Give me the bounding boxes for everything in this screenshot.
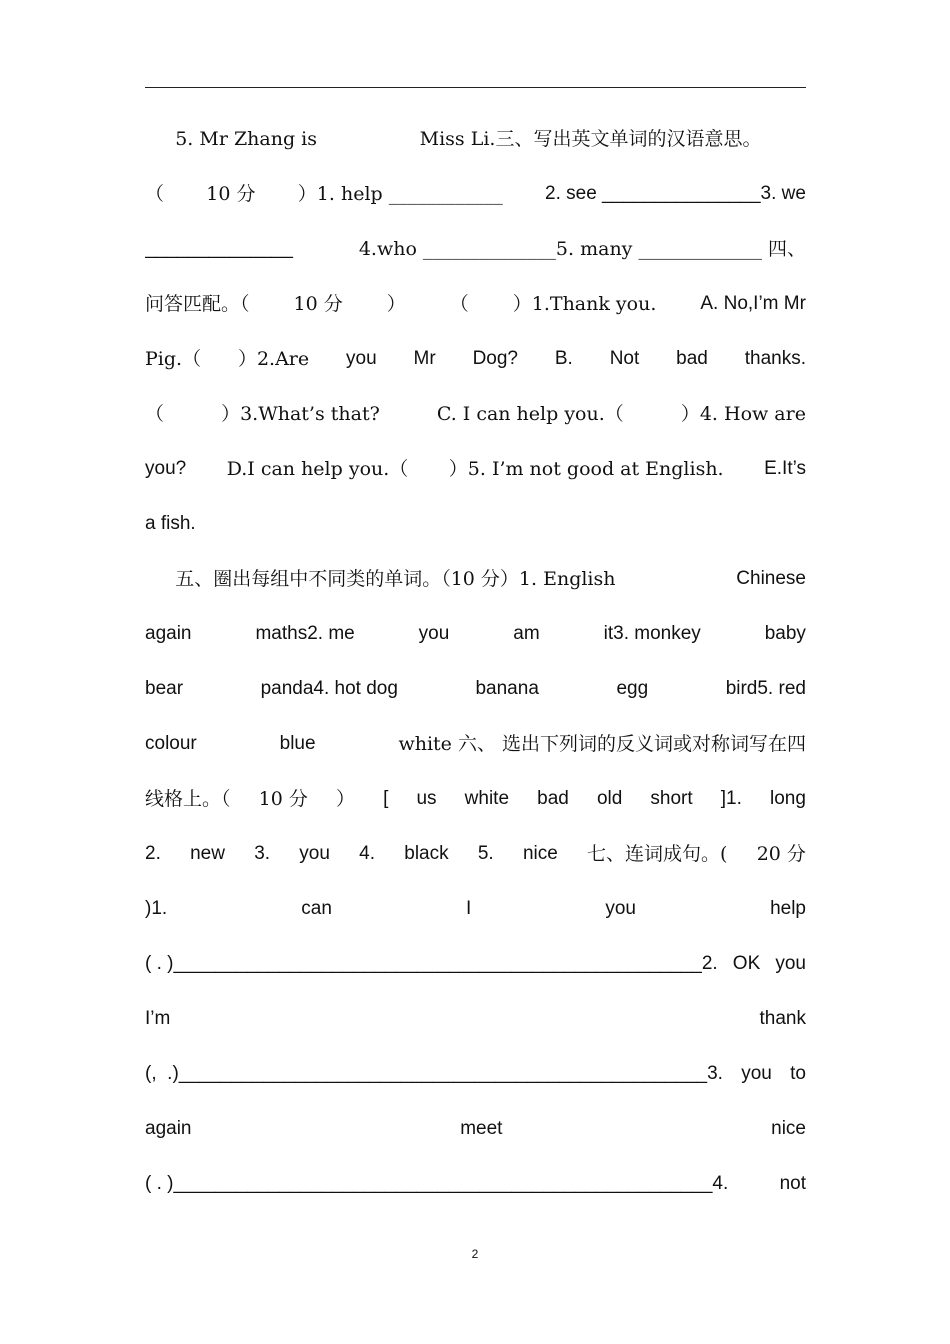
text-segment: maths2. me: [255, 623, 355, 644]
text-segment: ）1.Thank you.: [512, 293, 657, 315]
text-segment: )1.: [145, 898, 168, 919]
text-segment: you?: [145, 458, 187, 479]
text-line: [145, 1114, 806, 1144]
text-segment: 5.: [477, 843, 494, 864]
text-segment: B.: [554, 348, 573, 369]
text-segment: egg: [616, 678, 649, 699]
text-segment: E.It’s: [764, 458, 806, 479]
text-segment: you: [418, 623, 450, 644]
text-segment: 4.: [359, 843, 376, 864]
text-segment: 10 分: [258, 788, 308, 810]
text-segment: white 六、 选出下列词的反义词或对称词写在四: [398, 733, 806, 755]
text-segment: A. No,I’m Mr: [700, 293, 806, 314]
text-segment: you: [775, 953, 806, 974]
text-segment: D.I can help you.（: [226, 458, 409, 480]
text-segment: 五、圈出每组中不同类的单词。（10 分）1. English: [145, 568, 616, 590]
text-segment: I’m: [145, 1008, 171, 1029]
text-line: [145, 509, 806, 539]
text-segment: Mr: [413, 348, 436, 369]
text-line: [145, 949, 806, 979]
text-line: [145, 289, 806, 319]
text-segment: short: [650, 788, 693, 809]
text-segment: OK: [732, 953, 761, 974]
text-line: [145, 839, 806, 869]
text-segment: (, .)__________________________________________________3.: [145, 1063, 723, 1084]
text-segment: C. I can help you.（: [436, 403, 624, 425]
text-segment: old: [596, 788, 623, 809]
text-segment: ]1.: [720, 788, 742, 809]
text-line: [145, 619, 806, 649]
text-segment: （: [145, 403, 165, 425]
text-segment: 2. see _______________3. we: [545, 183, 806, 204]
text-segment: you: [605, 898, 636, 919]
text-segment: white: [464, 788, 510, 809]
text-segment: us: [416, 788, 437, 809]
text-segment: again: [145, 623, 192, 644]
text-segment: 5. Mr Zhang is Miss Li.三、写出英文单词的汉语意思。: [145, 128, 762, 150]
text-segment: nice: [771, 1118, 806, 1139]
text-segment: you: [346, 348, 377, 369]
text-segment: ）5. I’m not good at English.: [448, 458, 724, 480]
text-segment: new: [190, 843, 225, 864]
text-segment: 2.: [145, 843, 161, 864]
text-segment: 10 分: [206, 183, 256, 205]
text-segment: I: [465, 898, 472, 919]
text-line: [145, 124, 806, 154]
text-segment: blue: [279, 733, 316, 754]
text-segment: ）3.What’s that?: [221, 403, 380, 425]
text-segment: not: [779, 1173, 806, 1194]
text-segment: （: [145, 183, 165, 205]
text-segment: a fish.: [145, 513, 196, 534]
text-segment: ______________: [145, 238, 293, 259]
text-segment: can: [301, 898, 332, 919]
text-segment: Dog?: [472, 348, 518, 369]
text-line: [145, 1059, 806, 1089]
text-segment: baby: [764, 623, 806, 644]
text-line: [145, 564, 806, 594]
text-line: [145, 179, 806, 209]
text-line: [145, 1169, 806, 1199]
text-line: [145, 344, 806, 374]
text-segment: you: [741, 1063, 772, 1084]
text-segment: ( . )___________________________________________________4.: [145, 1173, 729, 1194]
text-segment: long: [770, 788, 806, 809]
text-segment: Not: [609, 348, 640, 369]
text-segment: 4.who ______________5. many _____________ 四、: [358, 238, 806, 260]
text-segment: you: [299, 843, 330, 864]
text-segment: Chinese: [736, 568, 806, 589]
text-segment: bad: [537, 788, 569, 809]
text-segment: it3. monkey: [603, 623, 701, 644]
text-segment: 七、连词成句。(: [587, 843, 728, 865]
text-segment: bear: [145, 678, 184, 699]
text-segment: colour: [145, 733, 197, 754]
text-segment: thanks.: [744, 348, 806, 369]
text-segment: banana: [475, 678, 539, 699]
text-line: [145, 399, 806, 429]
text-line: [145, 674, 806, 704]
text-segment: meet: [460, 1118, 503, 1139]
text-segment: to: [790, 1063, 806, 1084]
text-segment: am: [513, 623, 540, 644]
text-segment: ）4. How are: [680, 403, 806, 425]
text-segment: ）: [386, 293, 406, 315]
text-segment: ）: [335, 788, 355, 810]
text-line: [145, 729, 806, 759]
text-segment: bird5. red: [725, 678, 806, 699]
text-segment: ( . )__________________________________________________2.: [145, 953, 718, 974]
text-segment: ）1. help ____________: [297, 183, 503, 205]
text-segment: 20 分: [756, 843, 806, 865]
text-segment: nice: [522, 843, 558, 864]
text-segment: [: [383, 788, 389, 809]
text-line: [145, 894, 806, 924]
text-segment: （: [449, 293, 469, 315]
text-segment: Pig.（: [145, 348, 202, 370]
top-rule: [145, 87, 806, 88]
text-segment: 问答匹配。（: [145, 293, 250, 315]
text-line: [145, 1004, 806, 1034]
text-segment: help: [770, 898, 806, 919]
text-line: [145, 454, 806, 484]
text-line: [145, 234, 806, 264]
text-line: [145, 784, 806, 814]
text-segment: 10 分: [293, 293, 343, 315]
text-segment: 3.: [254, 843, 271, 864]
text-segment: bad: [676, 348, 708, 369]
text-segment: again: [145, 1118, 192, 1139]
text-segment: thank: [759, 1008, 806, 1029]
text-segment: black: [404, 843, 449, 864]
text-segment: ）2.Are: [237, 348, 310, 370]
text-segment: panda4. hot dog: [260, 678, 398, 699]
page-number: 2: [471, 1247, 479, 1261]
text-segment: 线格上。（: [145, 788, 231, 810]
